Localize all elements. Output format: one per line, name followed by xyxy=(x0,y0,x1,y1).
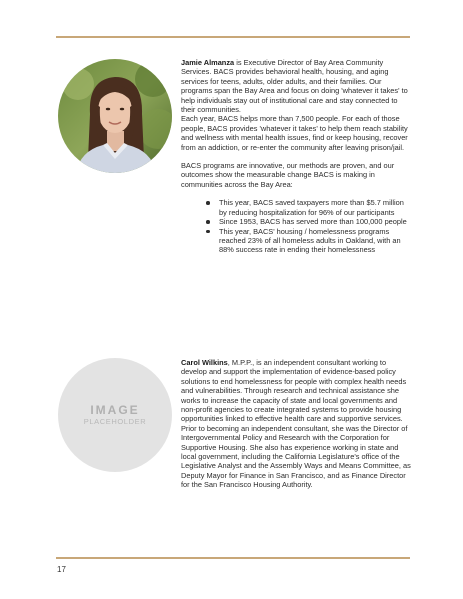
image-placeholder xyxy=(58,358,172,472)
top-rule xyxy=(56,36,410,38)
bio1-bullet-list xyxy=(181,198,413,254)
placeholder-title: IMAGE xyxy=(90,402,140,417)
bio1-intro xyxy=(181,58,413,114)
portrait-photo xyxy=(58,59,172,173)
list-item: Since 1953, BACS has served more than 100,000 people xyxy=(206,217,413,226)
bio1-intro-text: is Executive Director of Bay Area Community Services. BACS provides behavioral health, housing, and aging services for teens, adults, older adults, and their families. Our programs span the Bay Area and focus on doing 'whatever it takes' to help individuals stay out of institutional care and stay connected to their communities. xyxy=(181,58,408,115)
bio2-text: , M.P.P., is an independent consultant working to develop and support the implementation of evidence-based policy solutions to end homelessness for people with complex health needs and vulnerabilities. Through research and technical assistance she works to increase the capacity of state and local governments and non-profit agencies to create integrated systems to provide housing opportunities linked to effective health care and supportive services. Prior to becoming an independent consultant, she was the Director of Intergovernmental Policy and Research with the Corporation for Supportive Housing. She also has experience working in state and local government, including the California Legislature's office of the Legislative Analyst and the Assembly Ways and Means Committee, as Deputy Mayor for Finance in San Francisco, and as Finance Director for the San Francisco Housing Authority. xyxy=(181,358,411,490)
bio2-paragraph xyxy=(181,358,413,490)
bio1-name: Jamie Almanza xyxy=(181,58,235,67)
list-item: This year, BACS' housing / homelessness programs reached 23% of all homeless adults in Oakland, with an 88% success rate in ending their homelessness xyxy=(206,227,413,255)
placeholder-subtitle: PLACEHOLDER xyxy=(83,416,147,426)
bio1-paragraph-3: BACS programs are innovative, our methods are proven, and our outcomes show the measurable change BACS is making in communities across the Bay Area: xyxy=(181,161,395,189)
bio-jamie-almanza xyxy=(181,58,413,255)
page-number: 17 xyxy=(57,565,66,574)
bio1-paragraph-2: Each year, BACS helps more than 7,500 people. For each of those people, BACS provides 'whatever it takes' to help them reach stability and wellness with mental health issues, find or keep housing, recover from an addiction, or re-enter the community after leaving prison/jail. xyxy=(181,114,408,152)
bio2-name: Carol Wilkins xyxy=(181,358,228,367)
bio-carol-wilkins xyxy=(181,358,413,490)
list-item: This year, BACS saved taxpayers more than $5.7 million by reducing hospitalization for 96% of our participants xyxy=(206,198,413,217)
portrait-illustration xyxy=(58,59,172,173)
bottom-rule xyxy=(56,557,410,559)
